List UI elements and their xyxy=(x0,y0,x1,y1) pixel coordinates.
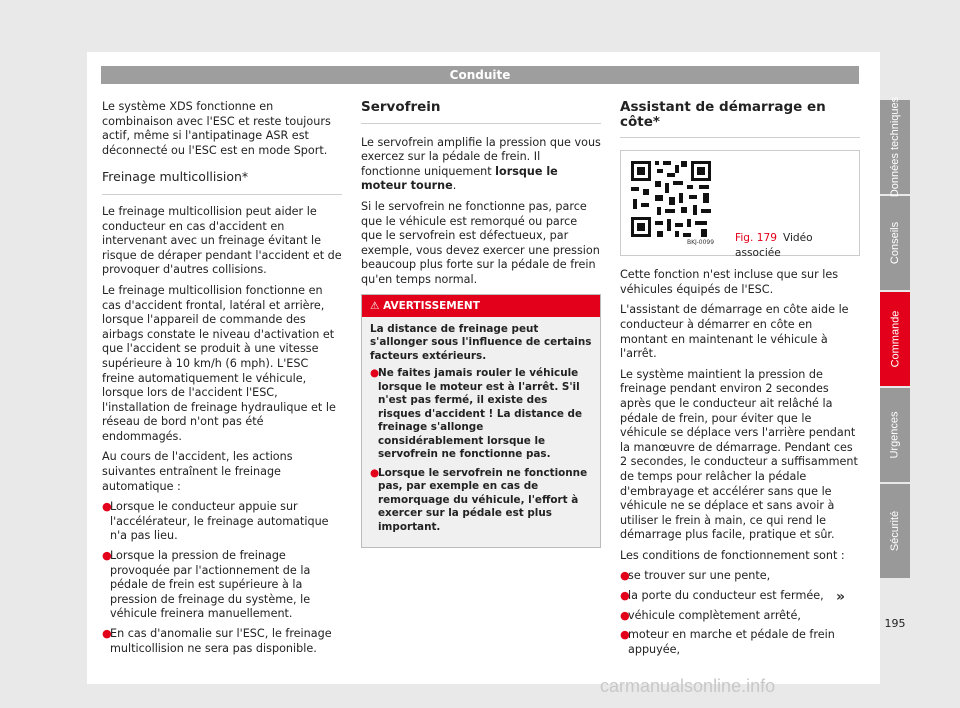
tab-donnees-techniques[interactable]: Données techniques xyxy=(880,100,910,194)
column-middle xyxy=(361,100,601,548)
warning-item: ● Ne faites jamais rouler le véhicule lorsque le moteur est à l'arrêt. S'il n'est pas fermé, il existe des risques d'accident ! La distance de freinage s'allonge considérablement lorsque le servofrein ne fonctionne pas. xyxy=(370,367,583,461)
bullet-icon: ● xyxy=(102,627,112,640)
servofrein-heading: Servofrein xyxy=(361,100,601,124)
tab-commande[interactable]: Commande xyxy=(880,292,910,386)
list-item: ● la porte du conducteur est fermée, xyxy=(620,589,824,603)
figure-caption: Fig. 179 Vidéo associée xyxy=(735,232,813,259)
list-item: ● En cas d'anomalie sur l'ESC, le freinage multicollision ne sera pas disponible. xyxy=(102,627,332,655)
side-tabs xyxy=(880,96,910,580)
page-number: 195 xyxy=(884,617,906,630)
paragraph: Le système maintient la pression de freinage pendant environ 2 secondes après que le conducteur ait relâché la pédale de frein, pour éviter que le véhicule se déplace vers l'arrière pendant la manœuvre de démarrage. Pendant ces 2 secondes, le conducteur a suffisamment de temps pour relâcher la pédale d'embrayage et accélérer sans que le véhicule ne se déplace et sans avoir à utiliser le frein à main, ce qui rend le démarrage plus facile, pratique et sûr. xyxy=(620,367,858,542)
warning-item: ● Lorsque le servofrein ne fonctionne pas, par exemple en cas de remorquage du véhicule, l'effort à exercer sur la pédale est plus important. xyxy=(370,466,588,533)
list-item: ● véhicule complètement arrêté, xyxy=(620,608,801,622)
bullet-icon: ● xyxy=(620,608,630,622)
bullet-icon: ● xyxy=(370,367,380,380)
bullet-icon: ● xyxy=(620,628,630,642)
list-item: ● moteur en marche et pédale de frein appuyée, xyxy=(620,628,835,656)
bullet-icon: ● xyxy=(102,500,112,514)
video-figure[interactable] xyxy=(620,150,860,259)
multicollision-heading: Freinage multicollision* xyxy=(102,170,342,195)
bullet-icon: ● xyxy=(620,589,630,603)
qr-code-icon[interactable] xyxy=(629,159,719,245)
paragraph: L'assistant de démarrage en côte aide le conducteur à démarrer en côte en montant en maintenant le véhicule à l'arrêt. xyxy=(620,303,849,361)
bullet-icon: ● xyxy=(370,466,380,479)
paragraph: Si le servofrein ne fonctionne pas, parce que le véhicule est remorqué ou parce que le servofrein est défectueux, par exemple, vous devez exercer une pression beaucoup plus forte sur la pédale de frein qu'en temps normal. xyxy=(361,199,600,286)
tab-conseils[interactable]: Conseils xyxy=(880,196,910,290)
paragraph: Le servofrein amplifie la pression que vous exercez sur la pédale de frein. Il fonctionne uniquement lorsque le moteur tourne. xyxy=(361,135,601,193)
bullet-icon: ● xyxy=(102,549,112,563)
list-item: ● se trouver sur une pente, xyxy=(620,569,771,583)
watermark: carmanualsonline.info xyxy=(600,676,776,696)
paragraph: Les conditions de fonctionnement sont : xyxy=(620,548,845,562)
list-item: ● Lorsque le conducteur appuie sur l'accélérateur, le freinage automatique n'a pas lieu. xyxy=(102,500,329,543)
paragraph: Cette fonction n'est incluse que sur les véhicules équipés de l'ESC. xyxy=(620,268,839,296)
section-header: Conduite xyxy=(101,66,859,84)
figure-code: BKJ-0099 xyxy=(687,239,715,246)
bullet-icon: ● xyxy=(620,569,630,583)
column-right xyxy=(620,100,860,662)
tab-urgences[interactable]: Urgences xyxy=(880,388,910,482)
warning-body xyxy=(362,317,600,548)
column-left xyxy=(102,100,342,661)
paragraph: Au cours de l'accident, les actions suivantes entraînent le freinage automatique : xyxy=(102,450,293,493)
tab-securite[interactable]: Sécurité xyxy=(880,484,910,578)
intro-paragraph: Le système XDS fonctionne en combinaison avec l'ESC et reste toujours actif, même si l'antipatinage ASR est déconnecté ou l'ESC est en mode Sport. xyxy=(102,100,331,157)
paragraph: Le freinage multicollision fonctionne en cas d'accident frontal, latéral et arrière, lorsque l'appareil de commande des airbags constate le niveau d'activation et que l'accident se produit à une vitesse supérieure à 10 km/h (6 mph). L'ESC freine automatiquement le véhicule, lorsque lors de l'accident l'ESC, l'installation de freinage hydraulique et le réseau de bord n'ont pas été endommagés. xyxy=(102,283,336,443)
list-item: ● Lorsque la pression de freinage provoquée par l'actionnement de la pédale de frein est supérieure à la pression de freinage du système, le véhicule freinera manuellement. xyxy=(102,549,311,621)
continue-arrow-icon: » xyxy=(836,589,846,605)
warning-header: ⚠ AVERTISSEMENT xyxy=(362,295,600,317)
hill-start-heading: Assistant de démarrage en côte* xyxy=(620,100,860,138)
warning-box xyxy=(361,294,601,549)
paragraph: Le freinage multicollision peut aider le conducteur en cas d'accident en intervenant avec un freinage évitant le risque de déraper pendant l'accident et de provoquer d'autres collisions. xyxy=(102,204,342,277)
warning-triangle-icon: ⚠ xyxy=(370,299,380,312)
warning-intro: La distance de freinage peut s'allonger sous l'influence de certains facteurs extérieurs. xyxy=(370,322,592,362)
